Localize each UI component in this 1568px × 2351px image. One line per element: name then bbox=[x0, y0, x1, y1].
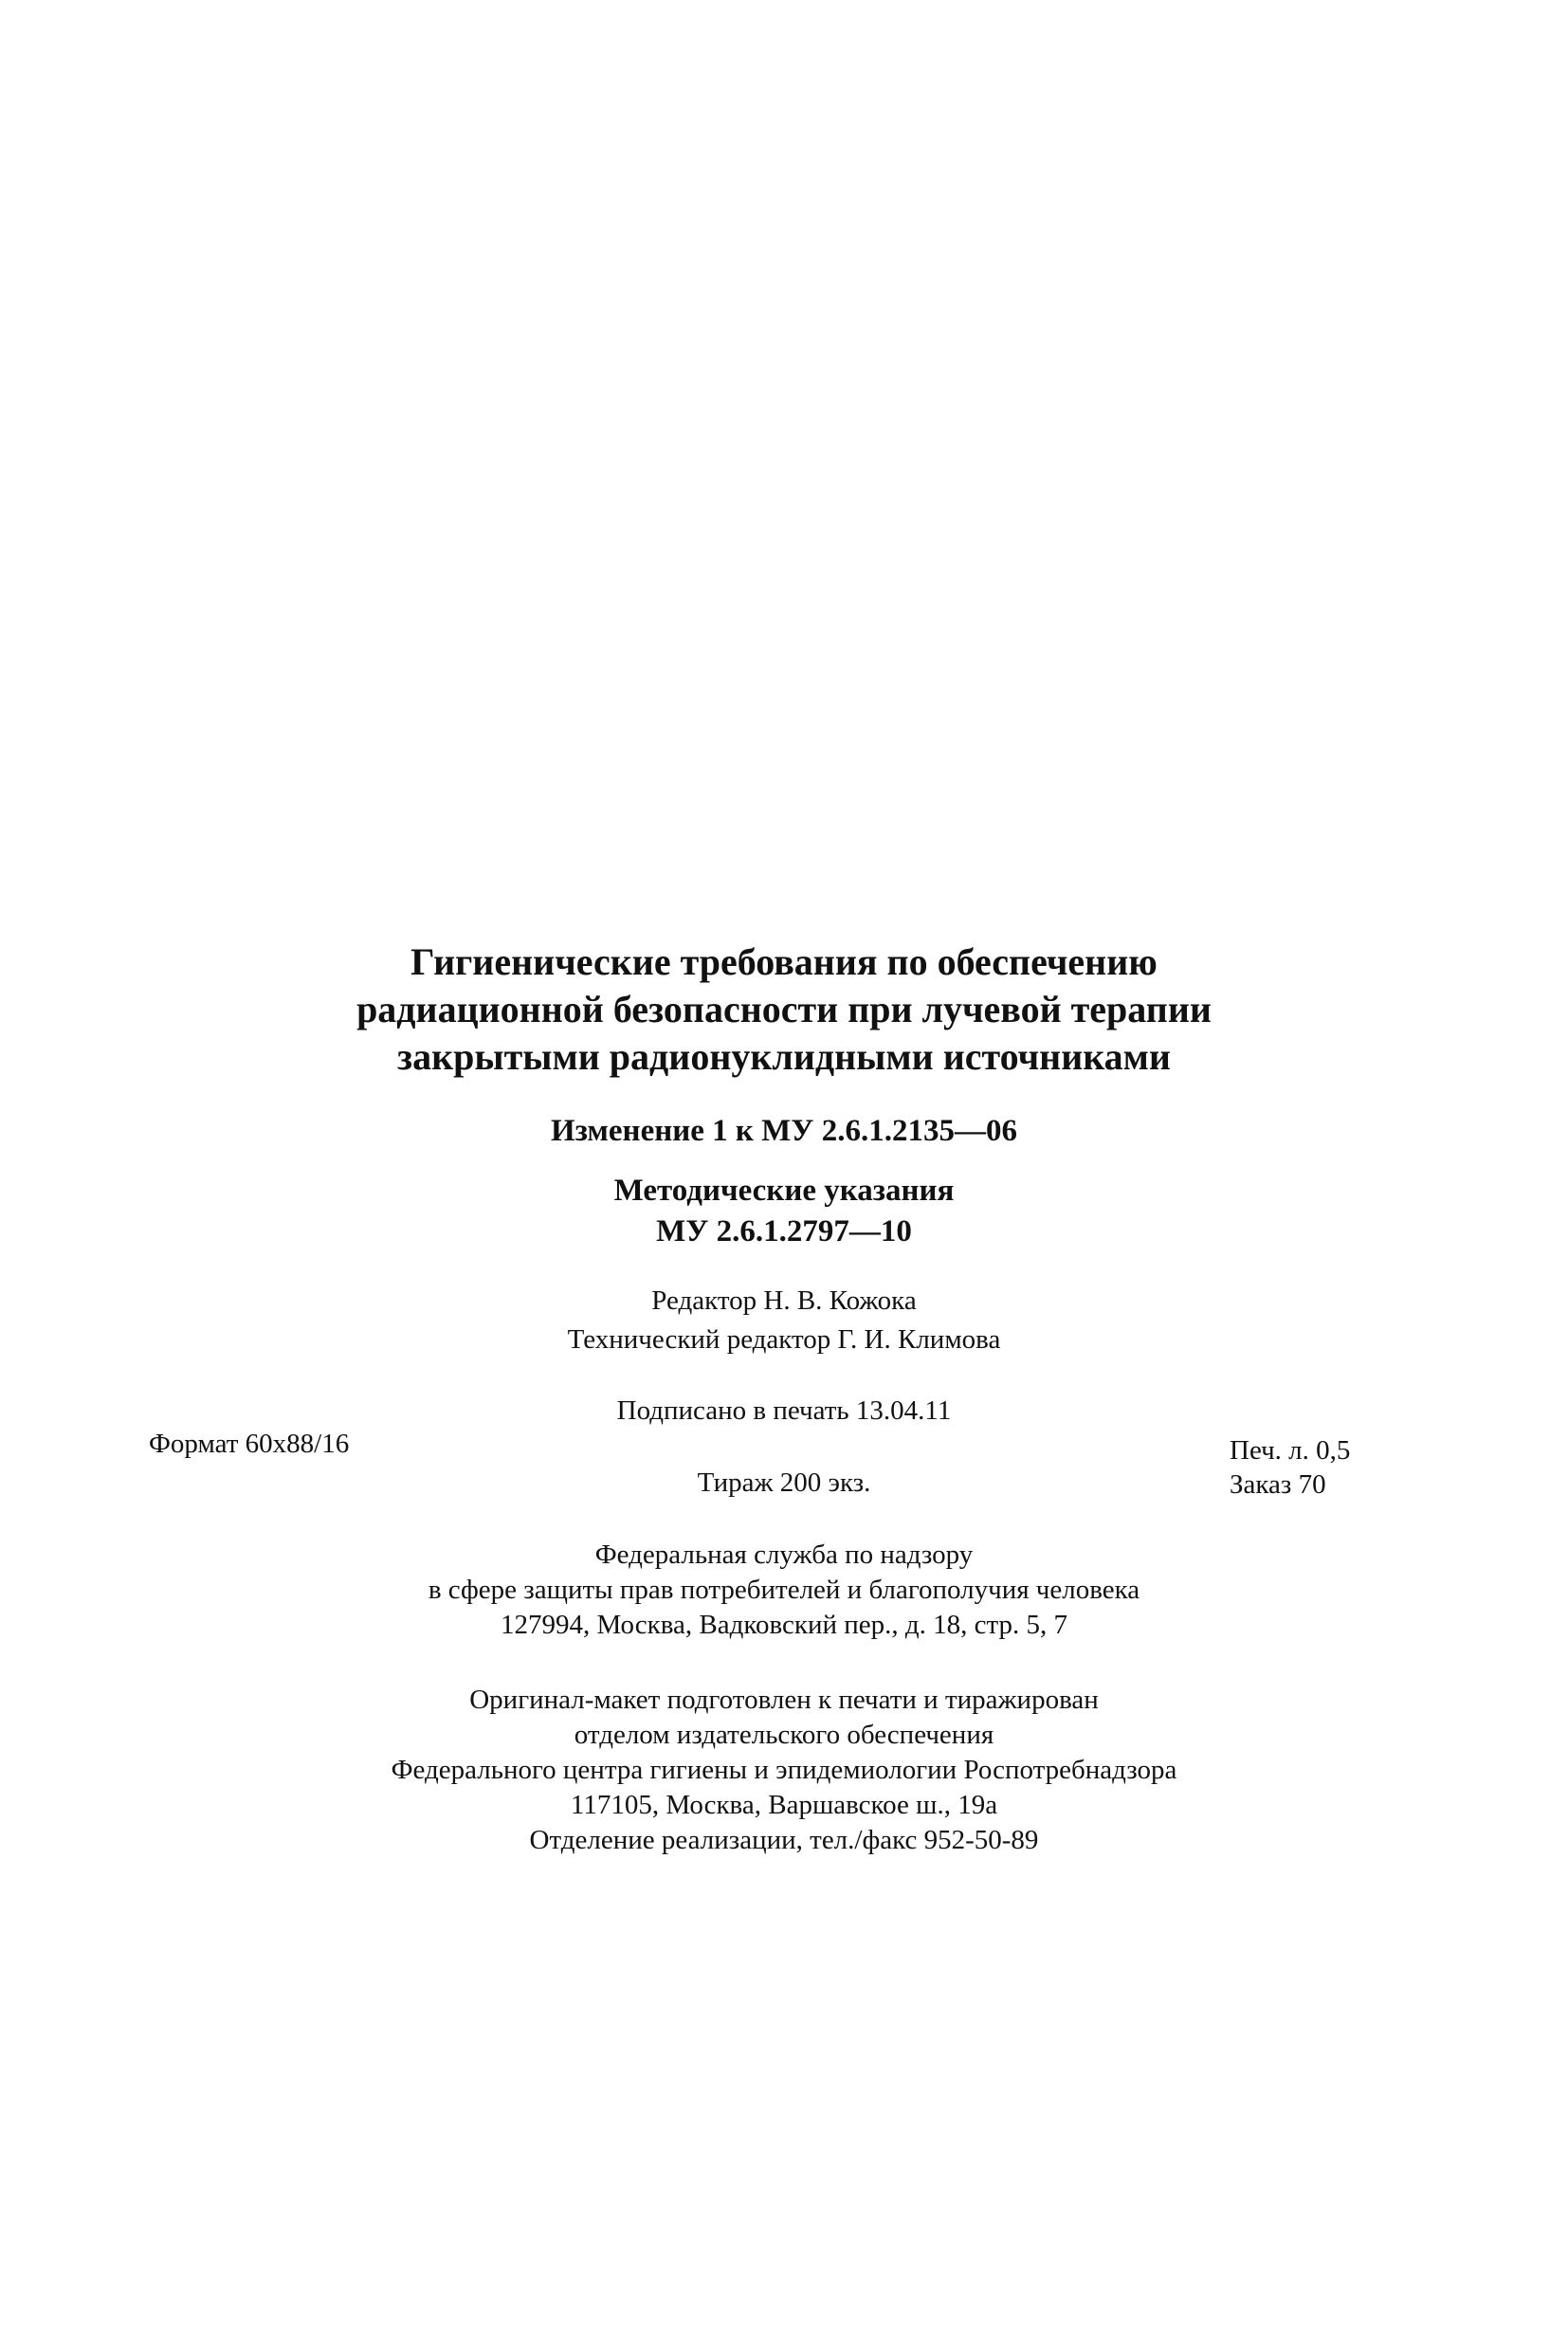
producer-contact: Отделение реализации, тел./факс 952-50-89 bbox=[529, 1825, 1039, 1855]
title-line: Гигиенические требования по обеспечению bbox=[410, 940, 1158, 983]
technical-editor-credit: Технический редактор Г. И. Климова bbox=[567, 1324, 1001, 1355]
agency-block bbox=[0, 1538, 1568, 1643]
agency-address: 127994, Москва, Вадковский пер., д. 18, стр. 5, 7 bbox=[500, 1610, 1068, 1640]
producer-line: Оригинал-макет подготовлен к печати и тиражирован bbox=[469, 1685, 1099, 1715]
title-line: радиационной безопасности при лучевой терапии bbox=[356, 988, 1212, 1030]
circulation: Тираж 200 экз. bbox=[697, 1467, 871, 1498]
signed-to-print: Подписано в печать 13.04.11 bbox=[616, 1395, 952, 1426]
amendment-heading: Изменение 1 к МУ 2.6.1.2135—06 bbox=[550, 1114, 1018, 1148]
paper-format: Формат 60x88/16 bbox=[149, 1429, 350, 1459]
producer-line: Федерального центра гигиены и эпидемиологии Роспотребнадзора bbox=[391, 1755, 1177, 1785]
order-number: Заказ 70 bbox=[1230, 1469, 1326, 1500]
producer-line: отделом издательского обеспечения bbox=[574, 1720, 994, 1750]
guidelines-type: Методические указания bbox=[613, 1174, 955, 1208]
title-line: закрытыми радионуклидными источниками bbox=[397, 1035, 1171, 1078]
guidelines-heading bbox=[0, 1171, 1568, 1252]
producer-block bbox=[0, 1683, 1568, 1858]
producer-address: 117105, Москва, Варшавское ш., 19а bbox=[570, 1790, 998, 1820]
editor-credit: Редактор Н. В. Кожока bbox=[651, 1285, 917, 1316]
agency-line: Федеральная служба по надзору bbox=[594, 1540, 974, 1570]
document-title bbox=[0, 939, 1568, 1081]
guidelines-code: МУ 2.6.1.2797—10 bbox=[656, 1214, 912, 1248]
editors-block bbox=[0, 1282, 1568, 1359]
print-sheets: Печ. л. 0,5 bbox=[1230, 1435, 1351, 1466]
agency-line: в сфере защиты прав потребителей и благополучия человека bbox=[428, 1575, 1140, 1605]
